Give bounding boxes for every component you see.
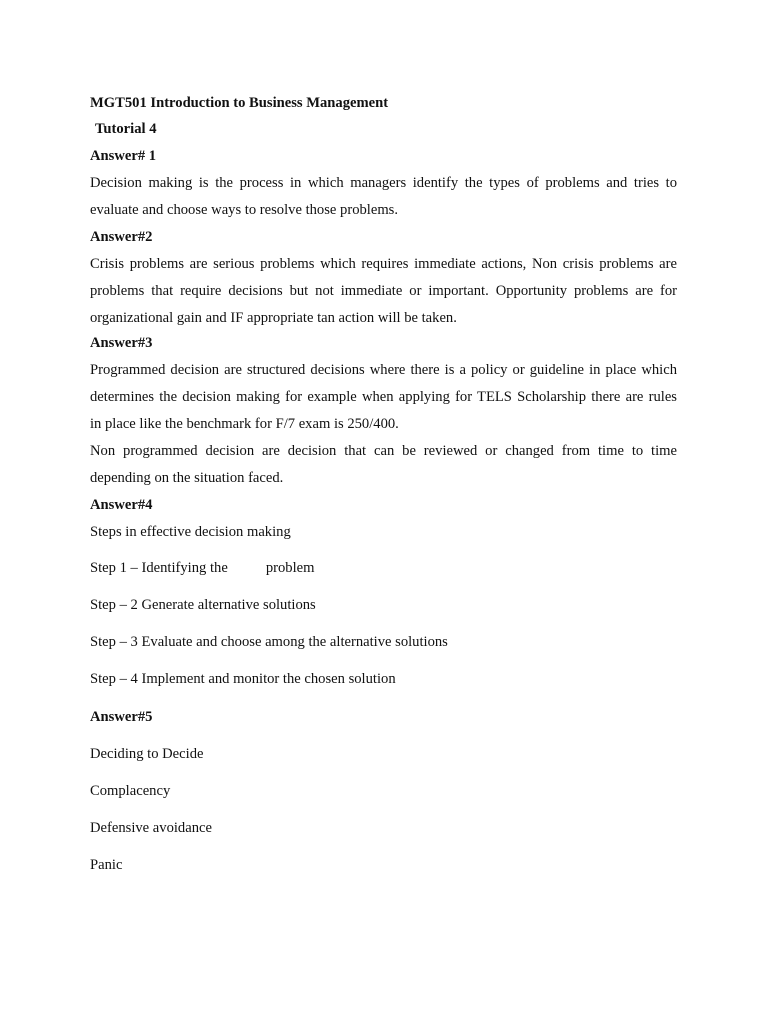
answer-4-intro: Steps in effective decision making — [90, 524, 291, 540]
answer-2-heading: Answer#2 — [90, 229, 153, 245]
answer-3-line: depending on the situation faced. — [90, 470, 284, 486]
course-title: MGT501 Introduction to Business Management — [90, 95, 389, 111]
answer-4-heading: Answer#4 — [90, 497, 153, 513]
answer-1-line: evaluate and choose ways to resolve those problems. — [90, 202, 399, 218]
answer-2-line: problems that require decisions but not immediate or important. Opportunity problems are for — [90, 283, 677, 299]
step-1-text: Step 1 – Identifying the — [90, 560, 228, 576]
answer-3-line: determines the decision making for example when applying for TELS Scholarship there are rules — [90, 389, 677, 405]
list-item: Panic — [90, 857, 123, 873]
step-item: Step – 2 Generate alternative solutions — [90, 597, 316, 613]
answer-3-line: Non programmed decision are decision that can be reviewed or changed from time to time — [90, 443, 677, 459]
step-item: Step – 4 Implement and monitor the chosen solution — [90, 671, 396, 687]
answer-1-line: Decision making is the process in which managers identify the types of problems and tries to — [90, 175, 677, 191]
answer-5-heading: Answer#5 — [90, 709, 153, 725]
answer-2-line: Crisis problems are serious problems which requires immediate actions, Non crisis problems are — [90, 256, 677, 272]
list-item: Defensive avoidance — [90, 820, 212, 836]
step-item: Step – 3 Evaluate and choose among the alternative solutions — [90, 634, 448, 650]
list-item: Complacency — [90, 783, 171, 799]
answer-2-line: organizational gain and IF appropriate tan action will be taken. — [90, 310, 457, 326]
list-item: Deciding to Decide — [90, 746, 204, 762]
answer-3-line: in place like the benchmark for F/7 exam is 250/400. — [90, 416, 399, 432]
step-item — [90, 559, 314, 577]
tutorial-title: Tutorial 4 — [95, 121, 157, 137]
answer-3-heading: Answer#3 — [90, 335, 153, 351]
answer-3-line: Programmed decision are structured decisions where there is a policy or guideline in place which — [90, 362, 677, 378]
answer-1-heading: Answer# 1 — [90, 148, 157, 164]
step-1-text-end: problem — [265, 560, 315, 576]
